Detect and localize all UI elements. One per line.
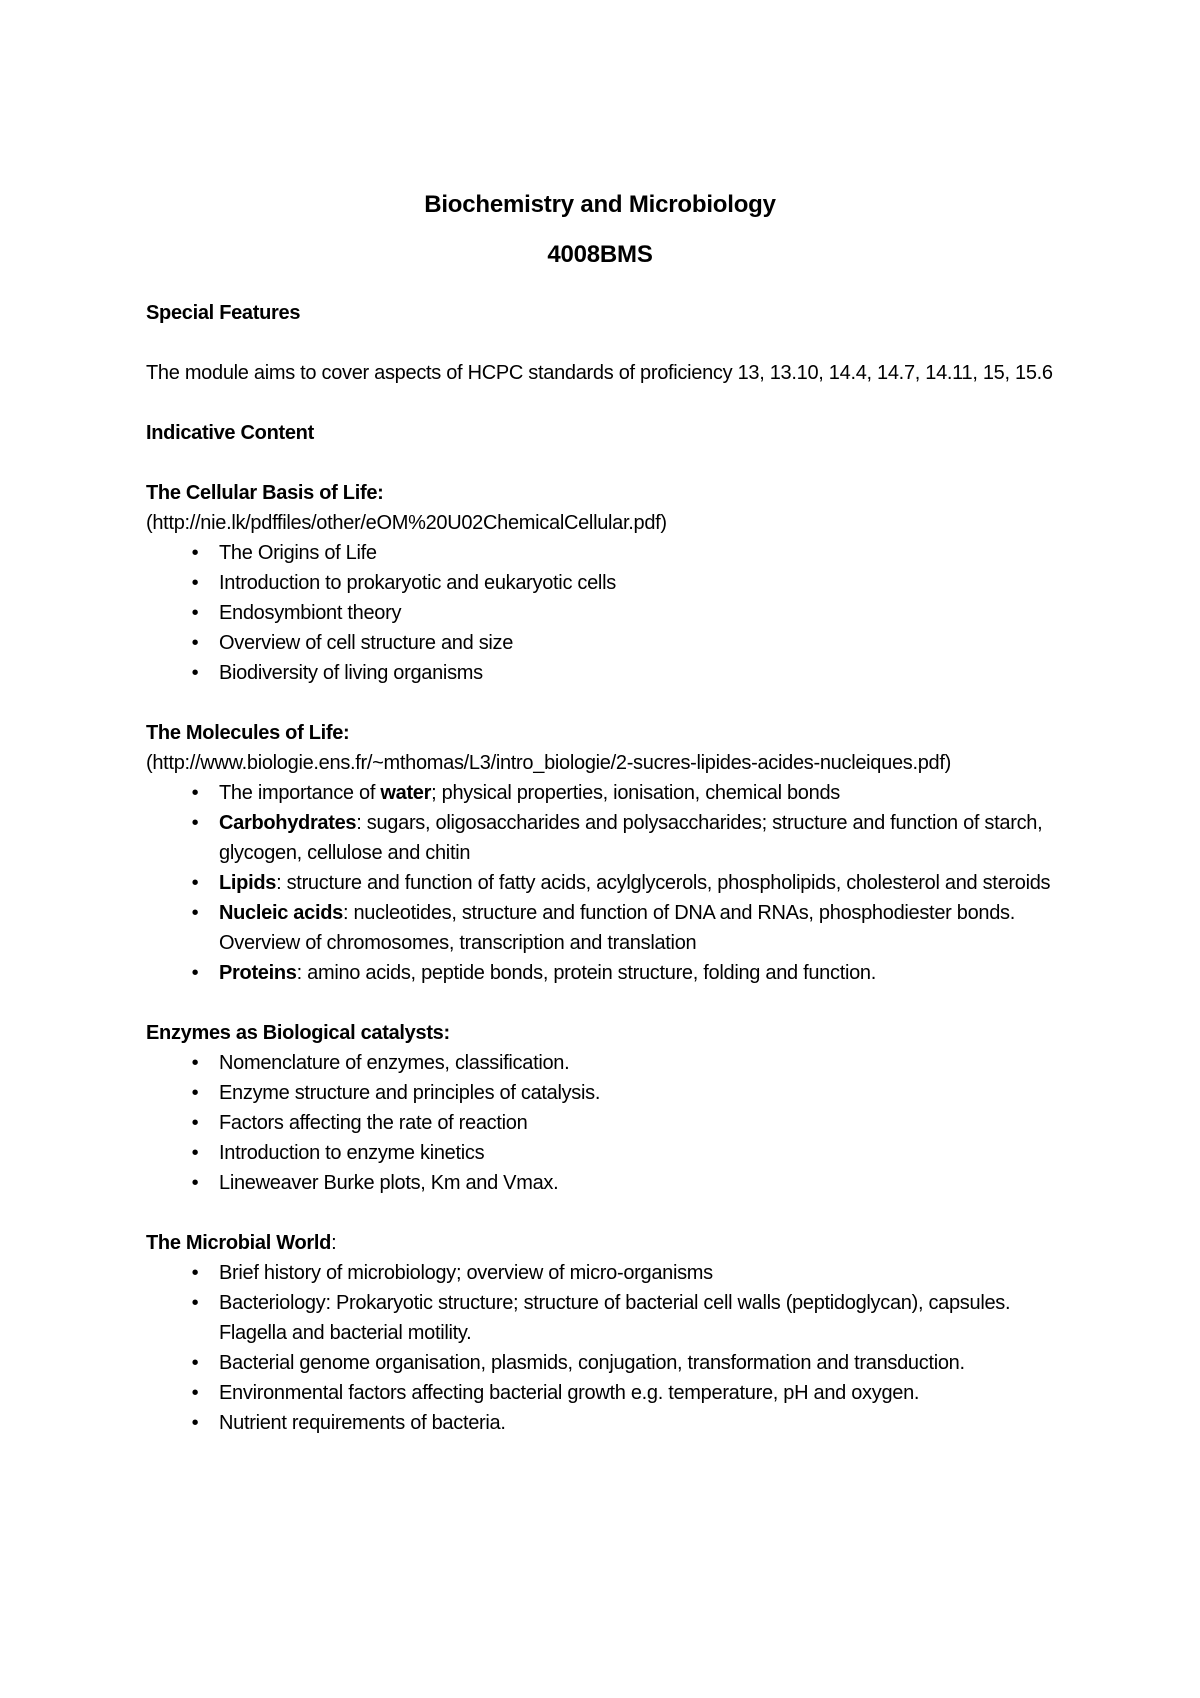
list-item: • Nomenclature of enzymes, classification. <box>146 1048 1066 1078</box>
special-features-text: The module aims to cover aspects of HCPC standards of proficiency 13, 13.10, 14.4, 14.7, 14.11, 15, 15.6 <box>146 362 1053 384</box>
bullet-icon: • <box>191 542 199 564</box>
bullet-icon: • <box>191 1292 199 1314</box>
term: Nucleic acids <box>219 902 343 924</box>
list-item: • Factors affecting the rate of reaction <box>146 1108 1066 1138</box>
list-item: • The Origins of Life <box>146 538 1066 568</box>
list-item: • Environmental factors affecting bacterial growth e.g. temperature, pH and oxygen. <box>146 1378 1066 1408</box>
bullet-icon: • <box>191 1082 199 1104</box>
bullet-icon: • <box>191 632 199 654</box>
list-item: • Enzyme structure and principles of catalysis. <box>146 1078 1066 1108</box>
bullet-icon: • <box>191 872 199 894</box>
list-item: • Biodiversity of living organisms <box>146 658 1066 688</box>
molecules-heading: The Molecules of Life: <box>146 722 350 744</box>
bullet-icon: • <box>191 1352 199 1374</box>
list-item: • Introduction to enzyme kinetics <box>146 1138 1066 1168</box>
list-item: • Endosymbiont theory <box>146 598 1066 628</box>
list-item: • Nucleic acids: nucleotides, structure and function of DNA and RNAs, phosphodiester bonds. Overview of chromosomes, transcription and translation <box>146 898 1066 958</box>
enzymes-list <box>146 1048 1066 1198</box>
bullet-icon: • <box>191 1262 199 1284</box>
term: Lipids <box>219 872 277 894</box>
list-item: • Proteins: amino acids, peptide bonds, protein structure, folding and function. <box>146 958 1066 988</box>
cellular-basis-list <box>146 538 1066 688</box>
bullet-icon: • <box>191 572 199 594</box>
term: water <box>380 782 432 804</box>
bullet-icon: • <box>191 1112 199 1134</box>
bullet-icon: • <box>191 662 199 684</box>
cellular-basis-heading: The Cellular Basis of Life: <box>146 482 384 504</box>
list-item: • The importance of water; physical properties, ionisation, chemical bonds <box>146 778 1066 808</box>
microbial-list <box>146 1258 1066 1438</box>
list-item: • Overview of cell structure and size <box>146 628 1066 658</box>
bullet-icon: • <box>191 1052 199 1074</box>
microbial-heading: The Microbial World: <box>146 1232 337 1254</box>
bullet-icon: • <box>191 1172 199 1194</box>
bullet-icon: • <box>191 782 199 804</box>
indicative-content-heading: Indicative Content <box>146 422 314 444</box>
molecules-link: (http://www.biologie.ens.fr/~mthomas/L3/intro_biologie/2-sucres-lipides-acides-nucleiques.pdf) <box>146 752 951 774</box>
molecules-list <box>146 778 1066 988</box>
bullet-icon: • <box>191 1142 199 1164</box>
bullet-icon: • <box>191 902 199 924</box>
cellular-basis-link: (http://nie.lk/pdffiles/other/eOM%20U02ChemicalCellular.pdf) <box>146 512 667 534</box>
term: Carbohydrates <box>219 812 357 834</box>
list-item: • Carbohydrates: sugars, oligosaccharides and polysaccharides; structure and function of starch, glycogen, cellulose and chitin <box>146 808 1066 868</box>
bullet-icon: • <box>191 812 199 834</box>
bullet-icon: • <box>191 962 199 984</box>
bullet-icon: • <box>191 1412 199 1434</box>
document-body <box>146 298 1066 1438</box>
enzymes-heading: Enzymes as Biological catalysts: <box>146 1022 450 1044</box>
bullet-icon: • <box>191 1382 199 1404</box>
special-features-heading: Special Features <box>146 302 301 324</box>
list-item: • Introduction to prokaryotic and eukaryotic cells <box>146 568 1066 598</box>
list-item: • Bacterial genome organisation, plasmids, conjugation, transformation and transduction. <box>146 1348 1066 1378</box>
module-code: 4008BMS <box>547 241 653 268</box>
bullet-icon: • <box>191 602 199 624</box>
list-item: • Nutrient requirements of bacteria. <box>146 1408 1066 1438</box>
list-item: • Bacteriology: Prokaryotic structure; structure of bacterial cell walls (peptidoglycan), capsules. Flagella and bacterial motility. <box>146 1288 1066 1348</box>
list-item: • Lipids: structure and function of fatty acids, acylglycerols, phospholipids, cholesterol and steroids <box>146 868 1066 898</box>
list-item: • Lineweaver Burke plots, Km and Vmax. <box>146 1168 1066 1198</box>
list-item: • Brief history of microbiology; overview of micro-organisms <box>146 1258 1066 1288</box>
term: Proteins <box>219 962 297 984</box>
document-title: Biochemistry and Microbiology <box>424 191 776 218</box>
